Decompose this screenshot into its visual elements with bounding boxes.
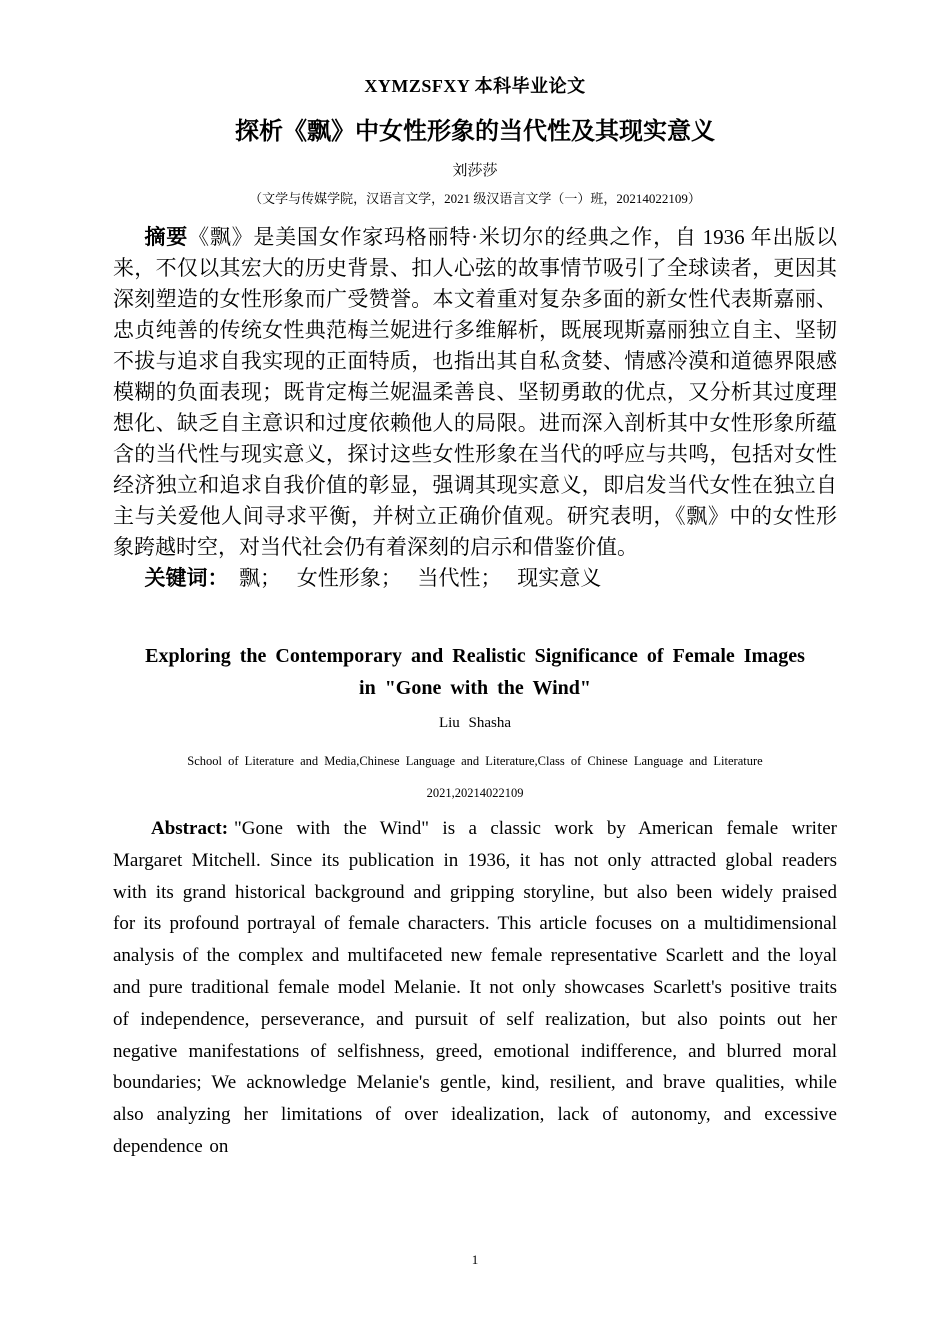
affiliation-en: [113, 745, 837, 809]
thesis-title-en-line1: Exploring the Contemporary and Realistic Significance of Female Images: [145, 645, 805, 667]
author-cn: 刘莎莎: [452, 163, 498, 179]
abstract-cn: [113, 222, 837, 563]
page-number: 1: [471, 1252, 479, 1267]
affiliation-en-line2: 2021,20214022109: [426, 786, 524, 800]
document-header: XYMZSFXY 本科毕业论文: [364, 76, 586, 96]
abstract-text-cn: 《飘》是美国女作家玛格丽特·米切尔的经典之作，自 1936 年出版以来，不仅以其宏大的历史背景、扣人心弦的故事情节吸引了全球读者，更因其深刻塑造的女性形象而广受赞誉。本文着重对复杂多面的新女性代表斯嘉丽、忠贞纯善的传统女性典范梅兰妮进行多维解析，既展现斯嘉丽独立自主、坚韧不拔与追求自我实现的正面特质，也指出其自私贪婪、情感冷漠和道德界限感模糊的负面表现；既肯定梅兰妮温柔善良、坚韧勇敢的优点，又分析其过度理想化、缺乏自主意识和过度依赖他人的局限。进而深入剖析其中女性形象所蕴含的当代性与现实意义，探讨这些女性形象在当代的呼应与共鸣，包括对女性经济独立和追求自我价值的彰显，强调其现实意义，即启发当代女性在独立自主与关爱他人间寻求平衡，并树立正确价值观。研究表明，《飘》中的女性形象跨越时空，对当代社会仍有着深刻的启示和借鉴价值。: [113, 225, 838, 559]
keywords-label: 关键词：: [144, 566, 229, 590]
thesis-title-en-line2: in "Gone with the Wind": [359, 677, 591, 699]
keywords-cn: [113, 563, 837, 594]
thesis-title-en: [113, 640, 837, 704]
abstract-text-en: "Gone with the Wind" is a classic work by American female writer Margaret Mitchell. Since its publication in 1936, it has not only attracted global readers with its grand historical background and gripping storyline, but also been widely praised for its profound portrayal of female characters. This article focuses on a multidimensional analysis of the complex and multifaceted new female representative Scarlett and the loyal and pure traditional female model Melanie. It not only showcases Scarlett's positive traits of independence, perseverance, and pursuit of self realization, but also points out her negative manifestations of selfishness, greed, emotional indifference, and blurred moral boundaries; We acknowledge Melanie's gentle, kind, resilient, and brave qualities, while also analyzing her limitations of over idealization, lack of autonomy, and excessive dependence on: [113, 818, 837, 1157]
abstract-label-en: Abstract:: [151, 818, 229, 839]
abstract-label-cn: 摘要: [144, 225, 189, 249]
thesis-title-cn: 探析《飘》中女性形象的当代性及其现实意义: [235, 119, 715, 145]
affiliation-cn: （文学与传媒学院，汉语言文学，2021 级汉语言文学（一）班，20214022109）: [249, 191, 701, 206]
abstract-en: [113, 813, 837, 1163]
affiliation-en-line1: School of Literature and Media,Chinese Language and Literature,Class of Chinese Language and Literature: [187, 754, 763, 768]
author-en: Liu Shasha: [438, 715, 512, 731]
keywords-text: 飘； 女性形象； 当代性； 现实意义: [228, 566, 602, 590]
